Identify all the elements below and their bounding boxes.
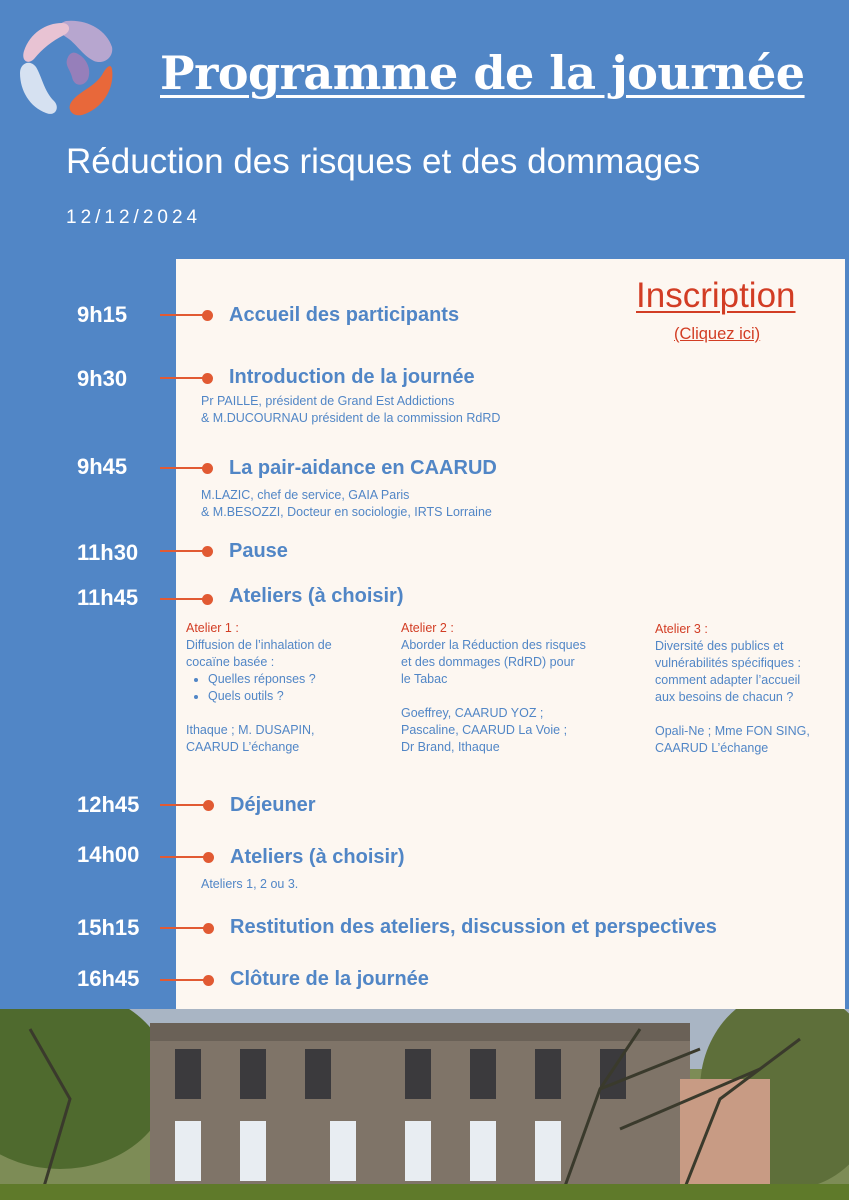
schedule-title: Clôture de la journée: [230, 968, 429, 990]
registration-heading[interactable]: Inscription: [636, 276, 796, 315]
schedule-time: 15h15: [77, 915, 140, 940]
atelier-title: Atelier 1 :: [186, 621, 239, 635]
atelier-desc: cocaïne basée :: [186, 655, 275, 669]
schedule-time: 11h30: [77, 540, 139, 565]
atelier-speakers: Goeffrey, CAARUD YOZ ;: [401, 706, 544, 720]
atelier-desc: Diffusion de l’inhalation de: [186, 638, 332, 652]
atelier-bullet: • Quels outils ?: [208, 688, 376, 705]
schedule-time: 16h45: [77, 966, 140, 991]
connector-line: [160, 377, 206, 379]
schedule-title: Ateliers (à choisir): [230, 846, 405, 868]
venue-photo: [0, 1009, 849, 1200]
schedule-title: Ateliers (à choisir): [229, 585, 404, 607]
atelier-card: [401, 620, 631, 756]
page-subtitle: Réduction des risques et des dommages: [66, 142, 701, 181]
schedule-time: 14h00: [77, 842, 140, 867]
atelier-desc: comment adapter l’accueil: [655, 673, 801, 687]
timeline-dot: [203, 852, 214, 863]
connector-line: [160, 927, 206, 929]
schedule-time: 12h45: [77, 792, 140, 817]
schedule-time: 9h45: [77, 454, 128, 479]
atelier-desc: aux besoins de chacun ?: [655, 690, 794, 704]
schedule-detail: Ateliers 1, 2 ou 3.: [201, 877, 299, 891]
schedule-detail: & M.DUCOURNAU président de la commission RdRD: [201, 411, 501, 425]
timeline-dot: [202, 546, 213, 557]
atelier-speakers: Dr Brand, Ithaque: [401, 740, 500, 754]
atelier-desc: vulnérabilités spécifiques :: [655, 656, 801, 670]
schedule-time: 11h45: [77, 585, 139, 610]
connector-line: [160, 314, 206, 316]
schedule-title: Introduction de la journée: [229, 366, 475, 388]
registration-link[interactable]: (Cliquez ici): [674, 325, 761, 343]
timeline-dot: [202, 463, 213, 474]
schedule-title: La pair-aidance en CAARUD: [229, 457, 497, 479]
timeline-dot: [203, 975, 214, 986]
connector-line: [160, 467, 206, 469]
connector-line: [160, 979, 206, 981]
schedule-title: Restitution des ateliers, discussion et perspectives: [230, 916, 717, 938]
schedule-time: 9h30: [77, 366, 128, 391]
timeline-dot: [203, 923, 214, 934]
logo: [16, 17, 116, 117]
event-date: 12/12/2024: [66, 207, 202, 228]
atelier-title: Atelier 2 :: [401, 621, 454, 635]
atelier-card: [186, 620, 376, 756]
schedule-title: Déjeuner: [230, 794, 316, 816]
atelier-speakers: Pascaline, CAARUD La Voie ;: [401, 723, 568, 737]
timeline-dot: [202, 373, 213, 384]
atelier-desc: Aborder la Réduction des risques: [401, 638, 586, 652]
connector-line: [160, 856, 206, 858]
atelier-title: Atelier 3 :: [655, 622, 708, 636]
schedule-detail: & M.BESOZZI, Docteur en sociologie, IRTS Lorraine: [201, 505, 492, 519]
connector-line: [160, 804, 206, 806]
connector-line: [160, 598, 206, 600]
atelier-desc: le Tabac: [401, 672, 448, 686]
schedule-detail: M.LAZIC, chef de service, GAIA Paris: [201, 488, 410, 502]
atelier-card: [655, 621, 840, 757]
schedule-title: Accueil des participants: [229, 304, 460, 326]
atelier-speakers: CAARUD L’échange: [186, 740, 300, 754]
schedule-time: 9h15: [77, 302, 128, 327]
timeline-dot: [203, 800, 214, 811]
atelier-speakers: Ithaque ; M. DUSAPIN,: [186, 723, 315, 737]
timeline-dot: [202, 594, 213, 605]
atelier-desc: Diversité des publics et: [655, 639, 784, 653]
timeline-dot: [202, 310, 213, 321]
atelier-speakers: CAARUD L’échange: [655, 741, 769, 755]
atelier-bullets: [186, 671, 376, 705]
schedule-title: Pause: [229, 540, 288, 562]
connector-line: [160, 550, 206, 552]
schedule-detail: Pr PAILLE, président de Grand Est Addictions: [201, 394, 455, 408]
atelier-desc: et des dommages (RdRD) pour: [401, 655, 575, 669]
atelier-bullet: • Quelles réponses ?: [208, 671, 376, 688]
atelier-speakers: Opali-Ne ; Mme FON SING,: [655, 724, 810, 738]
page-title: Programme de la journée: [160, 46, 805, 100]
